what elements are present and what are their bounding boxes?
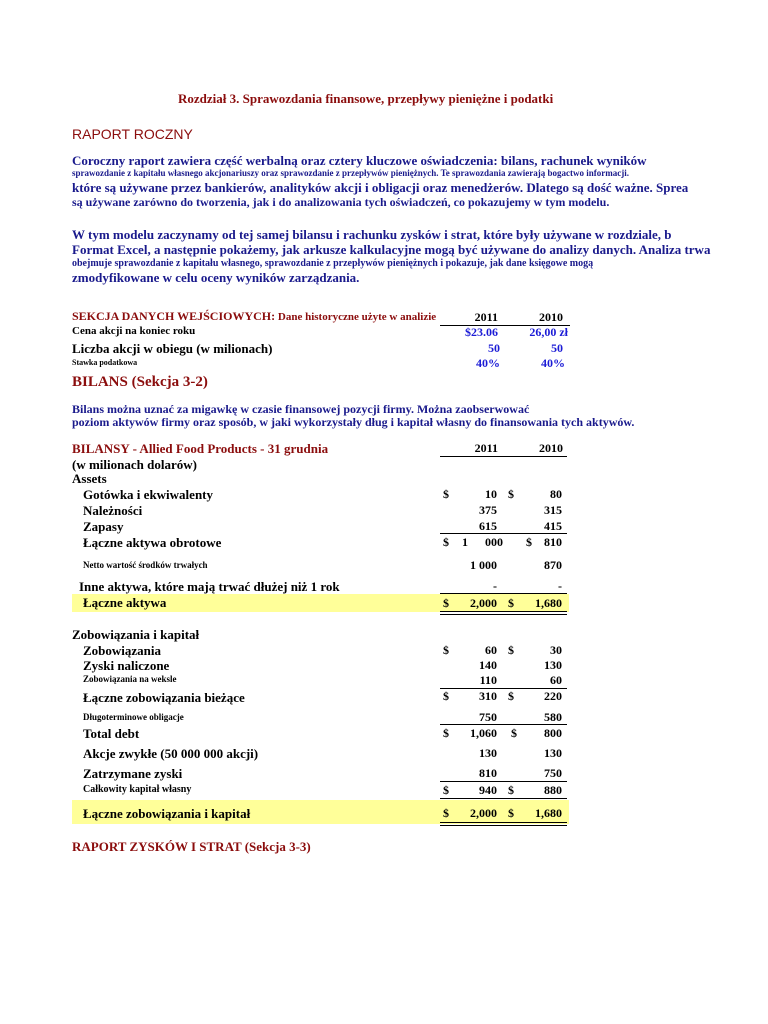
row-total-debt-dollar-2011: $ [443, 726, 449, 740]
row-notes-2011: 110 [479, 673, 497, 687]
input-year-2011: 2011 [474, 310, 498, 324]
row-payables-dollar-2010: $ [508, 643, 514, 657]
annual-report-heading: RAPORT ROCZNY [72, 126, 193, 142]
annual-report-p2-line2: Format Excel, a następnie pokażemy, jak arkusze kalkulacyjne mogą być używane do analizy danych. Analiza trwa [72, 242, 711, 257]
row-net-fixed-label: Netto wartość środków trwałych [83, 560, 208, 570]
input-value-shares-2011: 50 [488, 341, 500, 355]
row-payables-dollar-2011: $ [443, 643, 449, 657]
row-current-liab-2010: 220 [544, 689, 562, 703]
input-year-2010: 2010 [539, 310, 563, 324]
income-heading [72, 839, 311, 855]
bilans-year-2010: 2010 [539, 441, 563, 455]
row-cash-2011: 10 [485, 487, 497, 501]
input-section-heading-rest: Dane historyczne użyte w analizie [275, 311, 437, 323]
row-total-le-dollar-2011: $ [443, 806, 449, 820]
row-cash-label: Gotówka i ekwiwalenty [83, 487, 213, 502]
row-total-assets-label: Łączne aktywa [83, 595, 167, 610]
row-equity-2010: 880 [544, 783, 562, 797]
input-value-tax-2010: 40% [541, 356, 565, 370]
row-cash-2010: 80 [550, 487, 562, 501]
chapter-title: Rozdział 3. Sprawozdania finansowe, przepływy pieniężne i podatki [178, 91, 554, 106]
row-current-liab-2011: 310 [479, 689, 497, 703]
bilans-year-2011: 2011 [474, 441, 498, 455]
row-common-stock-label: Akcje zwykłe (50 000 000 akcji) [83, 746, 259, 761]
bilans-desc-line2: poziom aktywów firmy oraz sposób, w jaki wykorzystały dług i kapitał własny do finansowania tych aktywów. [72, 415, 635, 429]
row-equity-label: Całkowity kapitał własny [83, 784, 192, 795]
row-accruals-label: Zyski naliczone [83, 658, 170, 673]
row-receivables-2011: 375 [479, 503, 497, 517]
input-value-tax-2011: 40% [476, 356, 500, 370]
row-net-fixed-2010: 870 [544, 558, 562, 572]
row-inventory-2011: 615 [479, 519, 497, 533]
row-current-liab-label: Łączne zobowiązania bieżące [83, 690, 245, 705]
bilans-heading: BILANS (Sekcja 3-2) [72, 374, 208, 390]
row-retained-2010: 750 [544, 766, 562, 780]
row-current-assets-2010: 810 [544, 535, 562, 549]
row-current-assets-dollar-2011: $ [443, 535, 449, 549]
bilans-desc-line1: Bilans można uznać za migawkę w czasie finansowej pozycji firmy. Można zaobserwować [72, 402, 530, 416]
row-total-debt-dollar-2010: $ [511, 726, 517, 740]
row-current-liab-dollar-2011: $ [443, 689, 449, 703]
row-total-assets-2011: 2,000 [470, 596, 497, 610]
annual-report-p2-line1: W tym modelu zaczynamy od tej samej bilansu i rachunku zysków i strat, które były używane w rozdziale, b [72, 227, 672, 242]
row-payables-2010: 30 [550, 643, 562, 657]
row-cash-dollar-2011: $ [443, 487, 449, 501]
row-current-assets-dollar-2010: $ [526, 535, 532, 549]
row-equity-dollar-2010: $ [508, 783, 514, 797]
row-retained-label: Zatrzymane zyski [83, 766, 183, 781]
row-common-stock-2011: 130 [479, 746, 497, 760]
row-lt-bonds-2011: 750 [479, 710, 497, 724]
input-section-heading [72, 309, 436, 324]
row-other-assets-2010: - [558, 579, 562, 593]
row-cash-dollar-2010: $ [508, 487, 514, 501]
annual-report-p1-line4: są używane zarówno do tworzenia, jak i do analizowania tych oświadczeń, co pokazujemy w tym modelu. [72, 195, 610, 209]
row-accruals-2011: 140 [479, 658, 497, 672]
input-value-stock-price-2011: $23.06 [465, 325, 498, 339]
row-total-assets-2010: 1,680 [535, 596, 562, 610]
row-inventory-label: Zapasy [83, 519, 124, 534]
income-heading-bold: RAPORT ZYSKÓW I STRAT [72, 839, 242, 854]
row-other-assets-2011: - [493, 579, 497, 593]
row-total-assets-dollar-2010: $ [508, 596, 514, 610]
input-label-stock-price: Cena akcji na koniec roku [72, 325, 196, 337]
row-payables-label: Zobowiązania [83, 643, 162, 658]
row-current-assets-label: Łączne aktywa obrotowe [83, 535, 222, 550]
row-total-debt-label: Total debt [83, 726, 140, 741]
row-common-stock-2010: 130 [544, 746, 562, 760]
row-current-assets-2011-b: 000 [485, 535, 503, 549]
income-heading-rest: (Sekcja 3-3) [241, 839, 311, 854]
annual-report-p2-line4: zmodyfikowane w celu oceny wyników zarządzania. [72, 270, 360, 285]
liab-section-label: Zobowiązania i kapitał [72, 627, 200, 642]
row-receivables-2010: 315 [544, 503, 562, 517]
input-label-shares: Liczba akcji w obiegu (w milionach) [72, 341, 273, 356]
row-total-le-2011: 2,000 [470, 806, 497, 820]
input-section-heading-bold: SEKCJA DANYCH WEJŚCIOWYCH: [72, 309, 276, 323]
row-current-assets-2011-a: 1 [462, 535, 468, 549]
row-total-le-dollar-2010: $ [508, 806, 514, 820]
row-total-le-2010: 1,680 [535, 806, 562, 820]
row-other-assets-label: Inne aktywa, które mają trwać dłużej niż 1 rok [79, 579, 340, 594]
bilans-assets-label: Assets [72, 471, 107, 486]
row-net-fixed-2011: 1 000 [470, 558, 497, 572]
row-accruals-2010: 130 [544, 658, 562, 672]
annual-report-p2-line3: obejmuje sprawozdanie z kapitału własnego, sprawozdanie z przepływów pieniężnych i pokazuje, jak dane księgowe mogą [72, 258, 594, 269]
row-lt-bonds-2010: 580 [544, 710, 562, 724]
row-notes-2010: 60 [550, 673, 562, 687]
row-lt-bonds-label: Długoterminowe obligacje [83, 712, 184, 722]
annual-report-p1-line3: które są używane przez bankierów, analityków akcji i obligacji oraz menedżerów. Dlatego są dość ważne. Sprea [72, 180, 689, 195]
annual-report-p1-line1: Coroczny raport zawiera część werbalną oraz cztery kluczowe oświadczenia: bilans, rachunek wyników [72, 153, 647, 168]
row-receivables-label: Należności [83, 503, 143, 518]
row-total-assets-dollar-2011: $ [443, 596, 449, 610]
row-retained-2011: 810 [479, 766, 497, 780]
row-payables-2011: 60 [485, 643, 497, 657]
row-current-liab-dollar-2010: $ [508, 689, 514, 703]
row-equity-dollar-2011: $ [443, 783, 449, 797]
row-notes-label: Zobowiązania na weksle [83, 674, 177, 684]
row-inventory-2010: 415 [544, 519, 562, 533]
row-total-le-label: Łączne zobowiązania i kapitał [83, 806, 251, 821]
row-equity-2011: 940 [479, 783, 497, 797]
bilans-table-title: BILANSY - Allied Food Products - 31 grudnia [72, 441, 329, 456]
row-total-debt-2010: 800 [544, 726, 562, 740]
bilans-units: (w milionach dolarów) [72, 457, 197, 472]
input-label-tax-rate: Stawka podatkowa [72, 358, 138, 367]
annual-report-p1-line2: sprawozdanie z kapitału własnego akcjonariuszy oraz sprawozdanie z przepływów pieniężnych. Te sprawozdania zawierają bogactwo informacji. [72, 168, 629, 178]
input-value-shares-2010: 50 [551, 341, 563, 355]
input-value-stock-price-2010: 26,00 zł [529, 325, 568, 339]
row-total-debt-2011: 1,060 [470, 726, 497, 740]
